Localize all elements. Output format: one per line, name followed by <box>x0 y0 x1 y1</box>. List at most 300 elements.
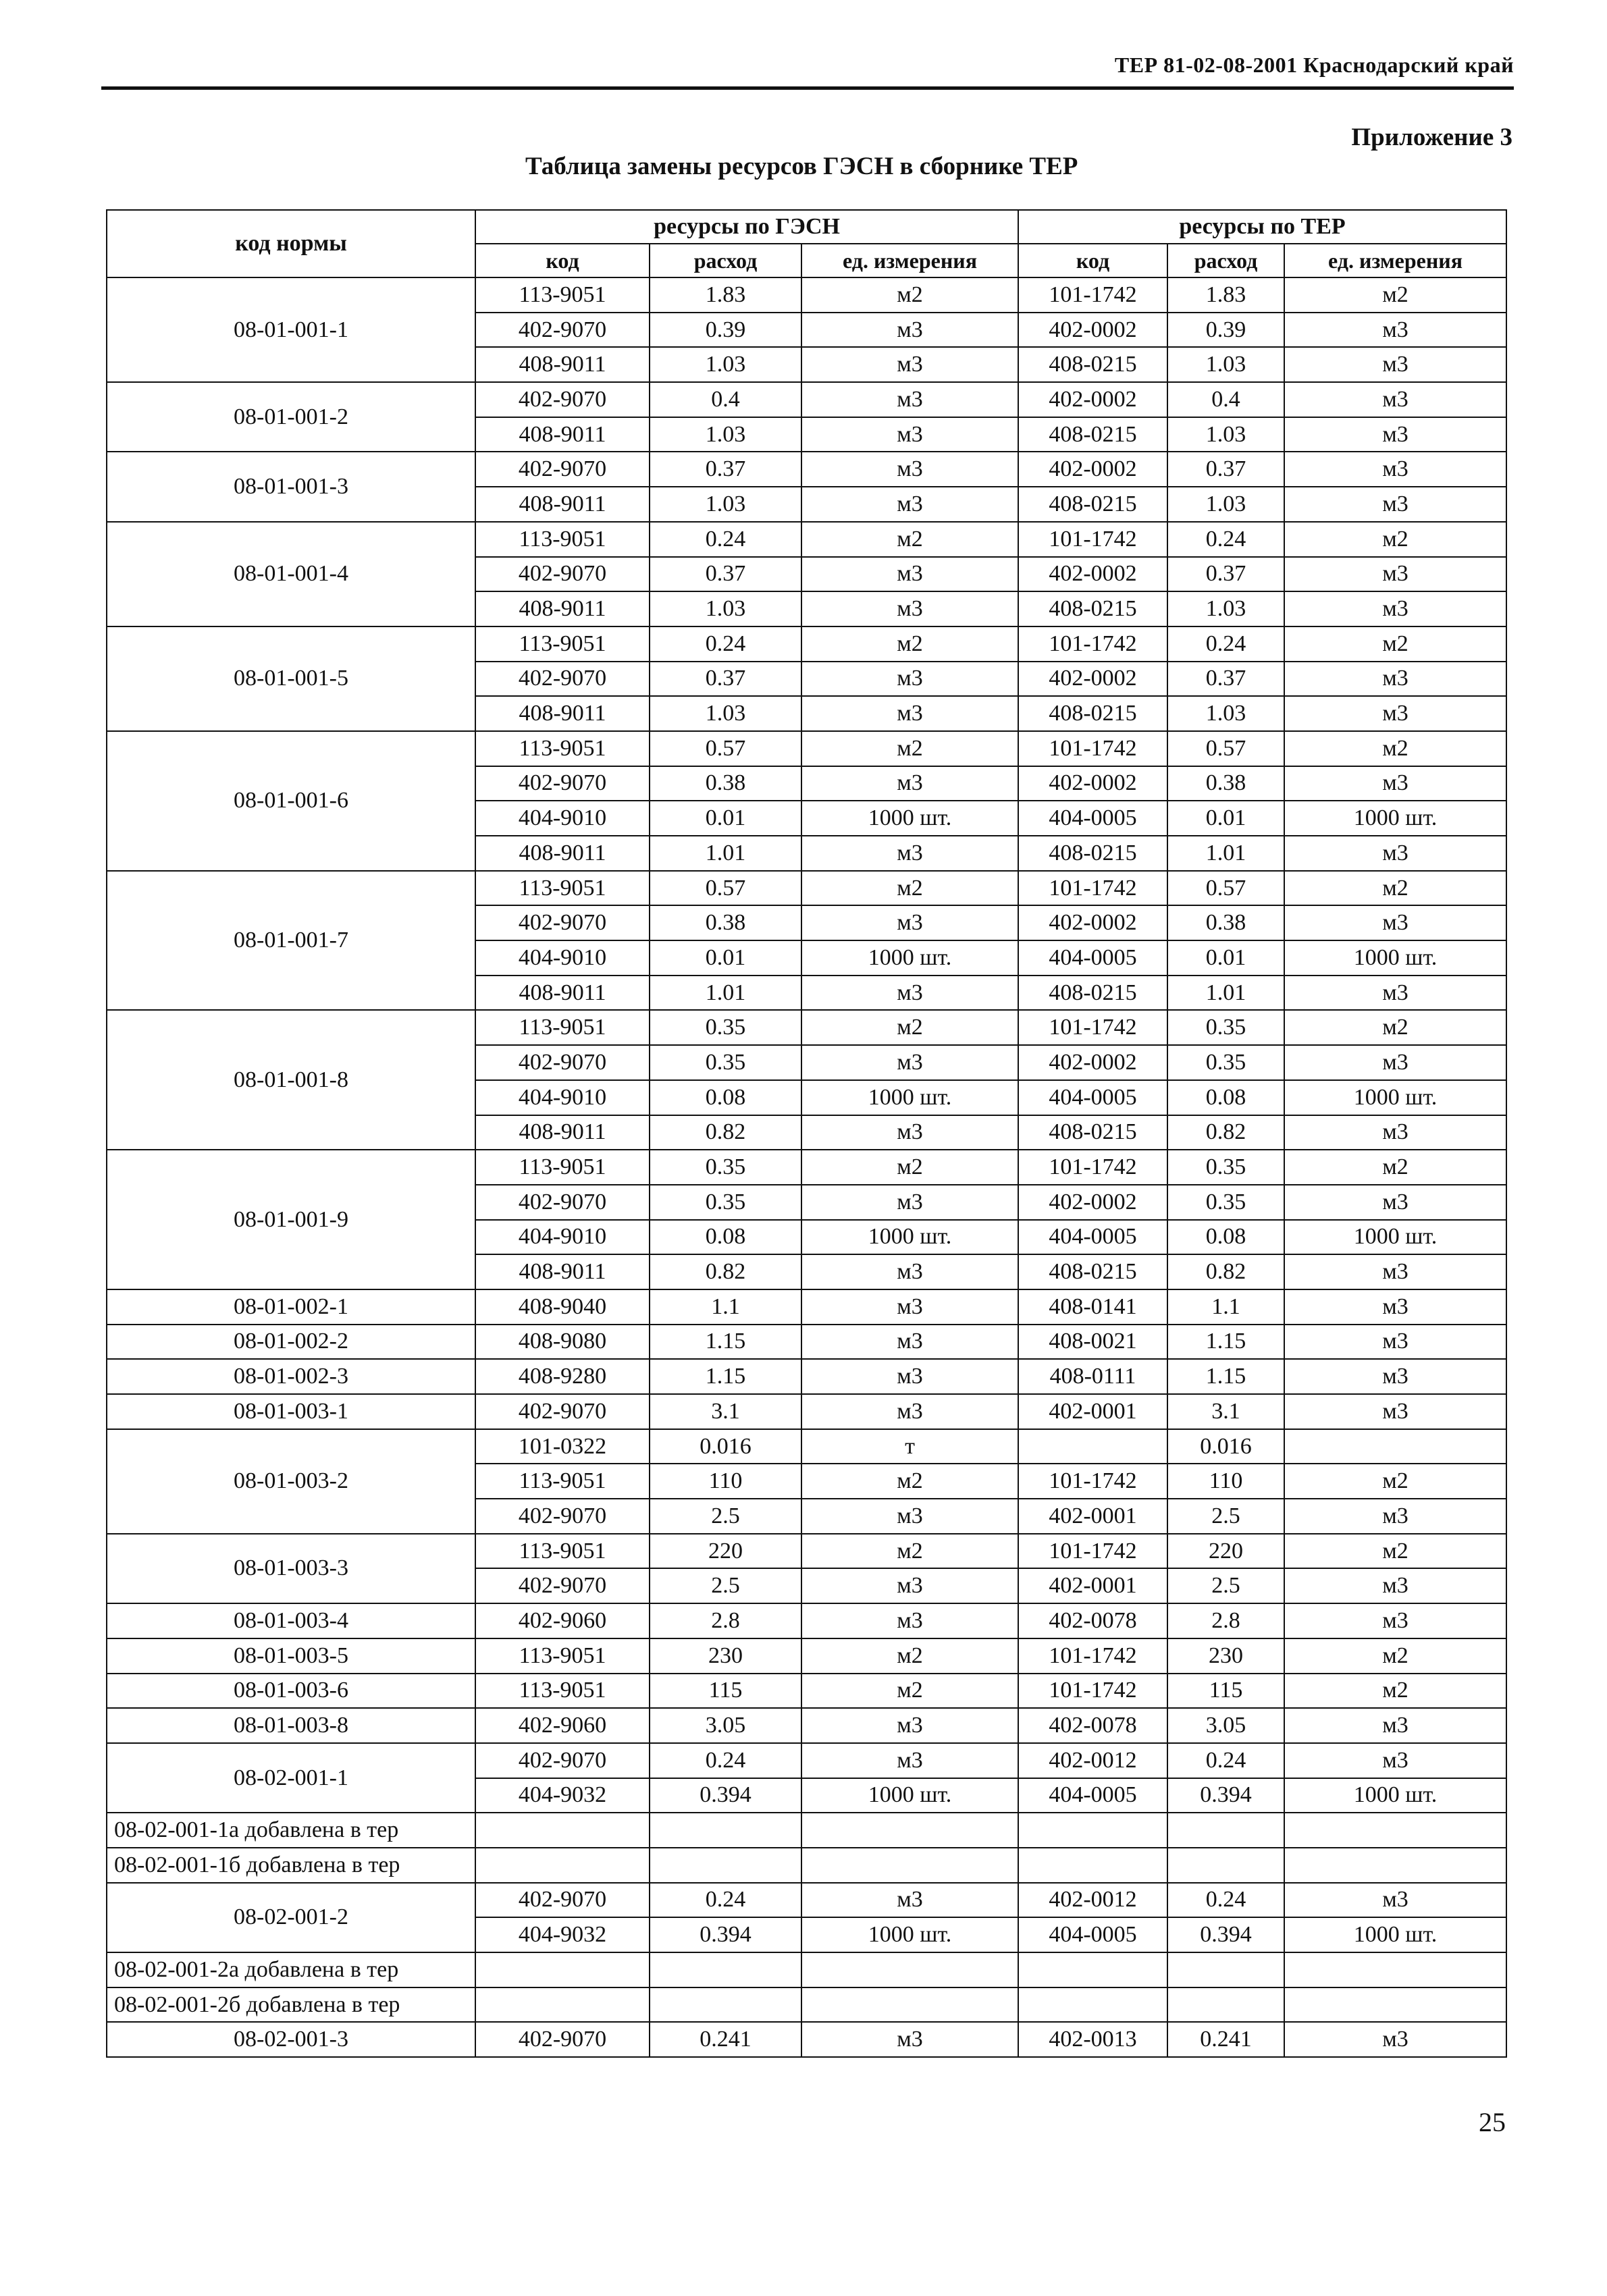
gesn-unit-cell: м3 <box>801 1254 1018 1289</box>
norm-code-cell: 08-02-001-1а добавлена в тер <box>107 1813 475 1848</box>
gesn-code-cell: 408-9040 <box>475 1289 650 1325</box>
gesn-unit-cell: м3 <box>801 313 1018 348</box>
ter-code-cell <box>1018 1952 1167 1987</box>
ter-unit-cell: 1000 шт. <box>1284 940 1506 976</box>
gesn-code-cell: 402-9070 <box>475 382 650 417</box>
norm-code-cell: 08-01-003-2 <box>107 1429 475 1534</box>
ter-unit-cell: м3 <box>1284 487 1506 522</box>
gesn-unit-cell: 1000 шт. <box>801 1220 1018 1255</box>
gesn-unit-cell: м3 <box>801 1185 1018 1220</box>
ter-code-cell: 101-1742 <box>1018 1638 1167 1674</box>
ter-unit-cell: м3 <box>1284 1045 1506 1080</box>
gesn-rate-cell: 0.08 <box>650 1220 801 1255</box>
gesn-rate-cell: 0.82 <box>650 1254 801 1289</box>
table-row <box>107 1150 1506 1185</box>
column-header-ter-code: код <box>1018 244 1167 277</box>
gesn-rate-cell: 115 <box>650 1674 801 1709</box>
gesn-code-cell: 408-9011 <box>475 417 650 452</box>
ter-code-cell: 404-0005 <box>1018 1220 1167 1255</box>
gesn-rate-cell: 0.82 <box>650 1115 801 1150</box>
ter-unit-cell: м3 <box>1284 1394 1506 1429</box>
ter-rate-cell: 1.03 <box>1167 417 1284 452</box>
gesn-rate-cell <box>650 1813 801 1848</box>
norm-code-cell: 08-01-001-1 <box>107 277 475 382</box>
ter-rate-cell: 0.24 <box>1167 626 1284 662</box>
gesn-unit-cell: м2 <box>801 626 1018 662</box>
ter-rate-cell <box>1167 1813 1284 1848</box>
gesn-rate-cell: 0.394 <box>650 1778 801 1813</box>
gesn-unit-cell: м2 <box>801 871 1018 906</box>
gesn-unit-cell: м3 <box>801 2022 1018 2057</box>
ter-rate-cell: 1.01 <box>1167 976 1284 1011</box>
gesn-unit-cell <box>801 1813 1018 1848</box>
gesn-unit-cell: 1000 шт. <box>801 1917 1018 1952</box>
ter-code-cell <box>1018 1813 1167 1848</box>
ter-rate-cell: 1.03 <box>1167 487 1284 522</box>
ter-unit-cell: м3 <box>1284 662 1506 697</box>
ter-code-cell: 101-1742 <box>1018 731 1167 766</box>
gesn-code-cell: 402-9070 <box>475 1743 650 1778</box>
norm-code-cell: 08-01-003-4 <box>107 1603 475 1638</box>
gesn-unit-cell: м3 <box>801 696 1018 731</box>
ter-rate-cell: 0.38 <box>1167 766 1284 801</box>
ter-code-cell: 404-0005 <box>1018 1080 1167 1115</box>
ter-rate-cell: 3.05 <box>1167 1708 1284 1743</box>
norm-code-cell: 08-01-002-2 <box>107 1325 475 1360</box>
ter-code-cell: 402-0001 <box>1018 1568 1167 1603</box>
ter-unit-cell: м2 <box>1284 1464 1506 1499</box>
ter-rate-cell: 1.03 <box>1167 591 1284 626</box>
ter-unit-cell: м2 <box>1284 522 1506 557</box>
gesn-code-cell <box>475 1952 650 1987</box>
ter-unit-cell: м3 <box>1284 976 1506 1011</box>
ter-unit-cell: м2 <box>1284 277 1506 313</box>
ter-rate-cell: 0.39 <box>1167 313 1284 348</box>
ter-unit-cell: м3 <box>1284 1883 1506 1918</box>
gesn-code-cell: 402-9060 <box>475 1708 650 1743</box>
ter-rate-cell: 1.1 <box>1167 1289 1284 1325</box>
column-header-gesn-code: код <box>475 244 650 277</box>
ter-code-cell: 408-0215 <box>1018 1115 1167 1150</box>
gesn-rate-cell: 0.35 <box>650 1045 801 1080</box>
gesn-code-cell: 402-9070 <box>475 766 650 801</box>
gesn-unit-cell: м3 <box>801 452 1018 487</box>
ter-rate-cell: 230 <box>1167 1638 1284 1674</box>
norm-code-cell: 08-01-002-1 <box>107 1289 475 1325</box>
ter-rate-cell: 0.57 <box>1167 871 1284 906</box>
gesn-unit-cell: м2 <box>801 277 1018 313</box>
ter-unit-cell: м2 <box>1284 1674 1506 1709</box>
ter-unit-cell: м2 <box>1284 731 1506 766</box>
gesn-code-cell: 404-9010 <box>475 801 650 836</box>
gesn-rate-cell: 0.35 <box>650 1010 801 1045</box>
gesn-rate-cell: 1.1 <box>650 1289 801 1325</box>
norm-code-cell: 08-01-003-6 <box>107 1674 475 1709</box>
gesn-code-cell: 404-9032 <box>475 1917 650 1952</box>
gesn-unit-cell: 1000 шт. <box>801 940 1018 976</box>
ter-code-cell: 402-0078 <box>1018 1708 1167 1743</box>
gesn-rate-cell: 3.05 <box>650 1708 801 1743</box>
ter-code-cell: 402-0002 <box>1018 662 1167 697</box>
ter-unit-cell: м3 <box>1284 1359 1506 1394</box>
ter-unit-cell: м2 <box>1284 1150 1506 1185</box>
gesn-unit-cell: м3 <box>801 1394 1018 1429</box>
gesn-rate-cell: 230 <box>650 1638 801 1674</box>
ter-unit-cell: м3 <box>1284 905 1506 940</box>
ter-code-cell: 408-0215 <box>1018 696 1167 731</box>
norm-code-cell: 08-02-001-2 <box>107 1883 475 1952</box>
gesn-code-cell: 408-9080 <box>475 1325 650 1360</box>
ter-unit-cell: м3 <box>1284 382 1506 417</box>
ter-rate-cell: 0.394 <box>1167 1778 1284 1813</box>
norm-code-cell: 08-02-001-2б добавлена в тер <box>107 1987 475 2023</box>
gesn-code-cell: 113-9051 <box>475 1150 650 1185</box>
ter-unit-cell <box>1284 1429 1506 1464</box>
gesn-rate-cell: 0.394 <box>650 1917 801 1952</box>
norm-code-cell: 08-01-001-9 <box>107 1150 475 1289</box>
table-row <box>107 522 1506 557</box>
gesn-rate-cell: 1.15 <box>650 1359 801 1394</box>
gesn-unit-cell: 1000 шт. <box>801 1778 1018 1813</box>
gesn-rate-cell: 0.38 <box>650 766 801 801</box>
ter-code-cell: 402-0002 <box>1018 766 1167 801</box>
gesn-rate-cell: 0.37 <box>650 452 801 487</box>
ter-unit-cell: м3 <box>1284 1499 1506 1534</box>
gesn-unit-cell: м3 <box>801 1325 1018 1360</box>
table-row <box>107 452 1506 487</box>
document-header-title: ТЕР 81-02-08-2001 Краснодарский край <box>1114 53 1514 77</box>
ter-unit-cell: 1000 шт. <box>1284 1080 1506 1115</box>
ter-rate-cell: 0.37 <box>1167 662 1284 697</box>
ter-rate-cell: 0.394 <box>1167 1917 1284 1952</box>
ter-code-cell: 408-0215 <box>1018 347 1167 382</box>
gesn-rate-cell <box>650 1848 801 1883</box>
gesn-unit-cell: м3 <box>801 487 1018 522</box>
table-row <box>107 1325 1506 1360</box>
ter-code-cell: 101-1742 <box>1018 1534 1167 1569</box>
ter-rate-cell: 0.37 <box>1167 557 1284 592</box>
norm-code-cell: 08-01-001-7 <box>107 871 475 1011</box>
gesn-unit-cell: м3 <box>801 905 1018 940</box>
gesn-rate-cell: 1.01 <box>650 836 801 871</box>
ter-code-cell: 402-0078 <box>1018 1603 1167 1638</box>
ter-rate-cell: 1.83 <box>1167 277 1284 313</box>
ter-code-cell <box>1018 1429 1167 1464</box>
ter-rate-cell: 0.01 <box>1167 940 1284 976</box>
ter-unit-cell: м2 <box>1284 626 1506 662</box>
gesn-unit-cell: м3 <box>801 662 1018 697</box>
gesn-code-cell: 408-9011 <box>475 696 650 731</box>
gesn-code-cell: 113-9051 <box>475 1534 650 1569</box>
gesn-code-cell: 402-9070 <box>475 1045 650 1080</box>
gesn-unit-cell: м3 <box>801 1499 1018 1534</box>
gesn-rate-cell: 1.03 <box>650 591 801 626</box>
gesn-rate-cell: 0.24 <box>650 1743 801 1778</box>
gesn-rate-cell: 1.03 <box>650 347 801 382</box>
ter-unit-cell: 1000 шт. <box>1284 801 1506 836</box>
gesn-rate-cell: 0.37 <box>650 662 801 697</box>
table-row <box>107 1883 1506 1918</box>
ter-code-cell: 404-0005 <box>1018 940 1167 976</box>
gesn-code-cell: 402-9070 <box>475 1185 650 1220</box>
gesn-unit-cell: м3 <box>801 557 1018 592</box>
gesn-rate-cell: 110 <box>650 1464 801 1499</box>
gesn-unit-cell: м2 <box>801 731 1018 766</box>
ter-unit-cell: м3 <box>1284 417 1506 452</box>
table-row <box>107 731 1506 766</box>
gesn-unit-cell: м3 <box>801 1045 1018 1080</box>
gesn-rate-cell: 0.35 <box>650 1185 801 1220</box>
ter-unit-cell: 1000 шт. <box>1284 1220 1506 1255</box>
gesn-unit-cell: м2 <box>801 1150 1018 1185</box>
gesn-unit-cell: м3 <box>801 1289 1018 1325</box>
ter-unit-cell: м3 <box>1284 347 1506 382</box>
table-row <box>107 1359 1506 1394</box>
norm-code-cell: 08-01-001-3 <box>107 452 475 521</box>
ter-unit-cell: м3 <box>1284 313 1506 348</box>
ter-unit-cell: м3 <box>1284 1568 1506 1603</box>
gesn-code-cell: 408-9011 <box>475 976 650 1011</box>
gesn-unit-cell: м3 <box>801 1883 1018 1918</box>
ter-code-cell: 101-1742 <box>1018 1464 1167 1499</box>
ter-code-cell: 404-0005 <box>1018 1917 1167 1952</box>
ter-code-cell: 402-0002 <box>1018 313 1167 348</box>
ter-rate-cell: 1.03 <box>1167 347 1284 382</box>
gesn-unit-cell: м3 <box>801 417 1018 452</box>
ter-rate-cell: 0.82 <box>1167 1115 1284 1150</box>
ter-rate-cell: 3.1 <box>1167 1394 1284 1429</box>
gesn-code-cell: 404-9010 <box>475 940 650 976</box>
gesn-unit-cell: м2 <box>801 1010 1018 1045</box>
column-header-gesn-rate: расход <box>650 244 801 277</box>
ter-code-cell: 402-0013 <box>1018 2022 1167 2057</box>
gesn-rate-cell: 2.5 <box>650 1499 801 1534</box>
table-body <box>107 277 1506 2057</box>
appendix-label: Приложение 3 <box>1351 124 1512 151</box>
gesn-rate-cell: 1.03 <box>650 696 801 731</box>
gesn-code-cell: 113-9051 <box>475 1464 650 1499</box>
ter-unit-cell <box>1284 1813 1506 1848</box>
gesn-code-cell: 113-9051 <box>475 871 650 906</box>
ter-code-cell: 402-0002 <box>1018 905 1167 940</box>
ter-code-cell: 101-1742 <box>1018 626 1167 662</box>
gesn-code-cell: 408-9011 <box>475 591 650 626</box>
gesn-rate-cell: 0.4 <box>650 382 801 417</box>
gesn-code-cell: 113-9051 <box>475 1010 650 1045</box>
gesn-code-cell: 402-9070 <box>475 1394 650 1429</box>
ter-rate-cell: 0.24 <box>1167 522 1284 557</box>
gesn-code-cell: 408-9011 <box>475 347 650 382</box>
ter-unit-cell: м3 <box>1284 2022 1506 2057</box>
ter-unit-cell: м3 <box>1284 1289 1506 1325</box>
table-row <box>107 1708 1506 1743</box>
gesn-unit-cell: м3 <box>801 1568 1018 1603</box>
gesn-unit-cell: 1000 шт. <box>801 1080 1018 1115</box>
ter-rate-cell: 0.35 <box>1167 1185 1284 1220</box>
norm-code-cell: 08-02-001-3 <box>107 2022 475 2057</box>
gesn-unit-cell: м3 <box>801 382 1018 417</box>
table-row <box>107 1848 1506 1883</box>
gesn-rate-cell: 0.01 <box>650 940 801 976</box>
gesn-unit-cell: м2 <box>801 1534 1018 1569</box>
gesn-rate-cell: 0.241 <box>650 2022 801 2057</box>
ter-rate-cell: 1.15 <box>1167 1359 1284 1394</box>
gesn-rate-cell: 0.57 <box>650 731 801 766</box>
ter-rate-cell: 1.03 <box>1167 696 1284 731</box>
ter-code-cell: 402-0002 <box>1018 1185 1167 1220</box>
gesn-rate-cell: 2.5 <box>650 1568 801 1603</box>
norm-code-cell: 08-01-003-8 <box>107 1708 475 1743</box>
gesn-code-cell: 101-0322 <box>475 1429 650 1464</box>
column-group-ter: ресурсы по ТЕР <box>1018 210 1506 244</box>
ter-rate-cell: 220 <box>1167 1534 1284 1569</box>
page-number: 25 <box>1479 2107 1506 2137</box>
gesn-unit-cell: м3 <box>801 1359 1018 1394</box>
ter-code-cell: 101-1742 <box>1018 871 1167 906</box>
ter-code-cell: 402-0002 <box>1018 452 1167 487</box>
ter-rate-cell: 0.37 <box>1167 452 1284 487</box>
column-group-gesn: ресурсы по ГЭСН <box>475 210 1018 244</box>
gesn-rate-cell: 0.35 <box>650 1150 801 1185</box>
gesn-code-cell: 408-9280 <box>475 1359 650 1394</box>
ter-code-cell: 402-0012 <box>1018 1743 1167 1778</box>
gesn-unit-cell: м3 <box>801 347 1018 382</box>
gesn-rate-cell: 1.03 <box>650 417 801 452</box>
column-header-norm-code: код нормы <box>107 210 475 277</box>
column-header-ter-rate: расход <box>1167 244 1284 277</box>
gesn-unit-cell <box>801 1848 1018 1883</box>
gesn-unit-cell <box>801 1952 1018 1987</box>
ter-unit-cell: м3 <box>1284 766 1506 801</box>
ter-unit-cell: м3 <box>1284 836 1506 871</box>
gesn-code-cell: 113-9051 <box>475 1638 650 1674</box>
ter-unit-cell: м3 <box>1284 1325 1506 1360</box>
ter-rate-cell <box>1167 1952 1284 1987</box>
ter-rate-cell: 0.35 <box>1167 1150 1284 1185</box>
gesn-rate-cell: 0.24 <box>650 626 801 662</box>
ter-rate-cell: 1.01 <box>1167 836 1284 871</box>
norm-code-cell: 08-01-003-3 <box>107 1534 475 1603</box>
norm-code-cell: 08-01-002-3 <box>107 1359 475 1394</box>
norm-code-cell: 08-01-001-4 <box>107 522 475 626</box>
ter-code-cell: 402-0012 <box>1018 1883 1167 1918</box>
gesn-code-cell <box>475 1848 650 1883</box>
ter-unit-cell: м3 <box>1284 1115 1506 1150</box>
norm-code-cell: 08-02-001-1 <box>107 1743 475 1813</box>
resource-replacement-table <box>106 209 1507 2058</box>
ter-code-cell: 404-0005 <box>1018 801 1167 836</box>
table-row <box>107 1952 1506 1987</box>
norm-code-cell: 08-01-003-5 <box>107 1638 475 1674</box>
ter-code-cell: 408-0141 <box>1018 1289 1167 1325</box>
gesn-code-cell <box>475 1813 650 1848</box>
table-row <box>107 871 1506 906</box>
ter-unit-cell: 1000 шт. <box>1284 1917 1506 1952</box>
ter-rate-cell: 0.241 <box>1167 2022 1284 2057</box>
gesn-code-cell: 408-9011 <box>475 1254 650 1289</box>
table-row <box>107 1638 1506 1674</box>
gesn-code-cell: 404-9010 <box>475 1220 650 1255</box>
ter-unit-cell <box>1284 1987 1506 2023</box>
ter-code-cell: 408-0215 <box>1018 591 1167 626</box>
table-row <box>107 382 1506 417</box>
ter-unit-cell: м3 <box>1284 1708 1506 1743</box>
gesn-code-cell: 113-9051 <box>475 277 650 313</box>
ter-code-cell <box>1018 1987 1167 2023</box>
table-row <box>107 2022 1506 2057</box>
gesn-rate-cell: 0.24 <box>650 1883 801 1918</box>
ter-unit-cell: 1000 шт. <box>1284 1778 1506 1813</box>
ter-code-cell <box>1018 1848 1167 1883</box>
gesn-unit-cell: м3 <box>801 976 1018 1011</box>
gesn-unit-cell: м2 <box>801 522 1018 557</box>
ter-rate-cell: 0.82 <box>1167 1254 1284 1289</box>
gesn-unit-cell: м3 <box>801 1743 1018 1778</box>
ter-unit-cell: м2 <box>1284 1638 1506 1674</box>
ter-unit-cell: м3 <box>1284 452 1506 487</box>
table-row <box>107 1429 1506 1464</box>
ter-code-cell: 402-0002 <box>1018 1045 1167 1080</box>
gesn-rate-cell: 3.1 <box>650 1394 801 1429</box>
table-row <box>107 1813 1506 1848</box>
gesn-code-cell: 113-9051 <box>475 626 650 662</box>
table-row <box>107 1603 1506 1638</box>
gesn-unit-cell: м2 <box>801 1674 1018 1709</box>
gesn-rate-cell: 0.016 <box>650 1429 801 1464</box>
gesn-rate-cell: 1.03 <box>650 487 801 522</box>
ter-rate-cell: 0.4 <box>1167 382 1284 417</box>
ter-unit-cell: м2 <box>1284 1010 1506 1045</box>
ter-rate-cell: 0.24 <box>1167 1883 1284 1918</box>
gesn-code-cell: 402-9070 <box>475 905 650 940</box>
gesn-unit-cell: м3 <box>801 1115 1018 1150</box>
ter-rate-cell: 110 <box>1167 1464 1284 1499</box>
ter-rate-cell: 0.24 <box>1167 1743 1284 1778</box>
table-row <box>107 1394 1506 1429</box>
ter-unit-cell: м3 <box>1284 591 1506 626</box>
gesn-rate-cell: 1.83 <box>650 277 801 313</box>
ter-code-cell: 408-0215 <box>1018 487 1167 522</box>
table-header-row-groups <box>107 210 1506 244</box>
ter-code-cell: 408-0215 <box>1018 1254 1167 1289</box>
ter-code-cell: 402-0002 <box>1018 382 1167 417</box>
gesn-rate-cell: 0.38 <box>650 905 801 940</box>
gesn-unit-cell: м3 <box>801 836 1018 871</box>
gesn-code-cell: 113-9051 <box>475 731 650 766</box>
ter-code-cell: 101-1742 <box>1018 1010 1167 1045</box>
gesn-rate-cell: 0.57 <box>650 871 801 906</box>
ter-rate-cell: 0.38 <box>1167 905 1284 940</box>
column-header-gesn-unit: ед. измерения <box>801 244 1018 277</box>
ter-unit-cell <box>1284 1952 1506 1987</box>
gesn-code-cell: 402-9060 <box>475 1603 650 1638</box>
ter-code-cell: 408-0215 <box>1018 836 1167 871</box>
ter-rate-cell: 1.15 <box>1167 1325 1284 1360</box>
gesn-rate-cell <box>650 1987 801 2023</box>
gesn-code-cell: 402-9070 <box>475 2022 650 2057</box>
ter-rate-cell: 0.01 <box>1167 801 1284 836</box>
ter-unit-cell: м3 <box>1284 696 1506 731</box>
ter-rate-cell: 0.08 <box>1167 1220 1284 1255</box>
ter-code-cell: 101-1742 <box>1018 1150 1167 1185</box>
gesn-rate-cell: 0.08 <box>650 1080 801 1115</box>
gesn-unit-cell: м3 <box>801 1603 1018 1638</box>
table-row <box>107 277 1506 313</box>
gesn-code-cell: 402-9070 <box>475 662 650 697</box>
gesn-code-cell: 408-9011 <box>475 487 650 522</box>
gesn-unit-cell: т <box>801 1429 1018 1464</box>
gesn-rate-cell: 0.24 <box>650 522 801 557</box>
